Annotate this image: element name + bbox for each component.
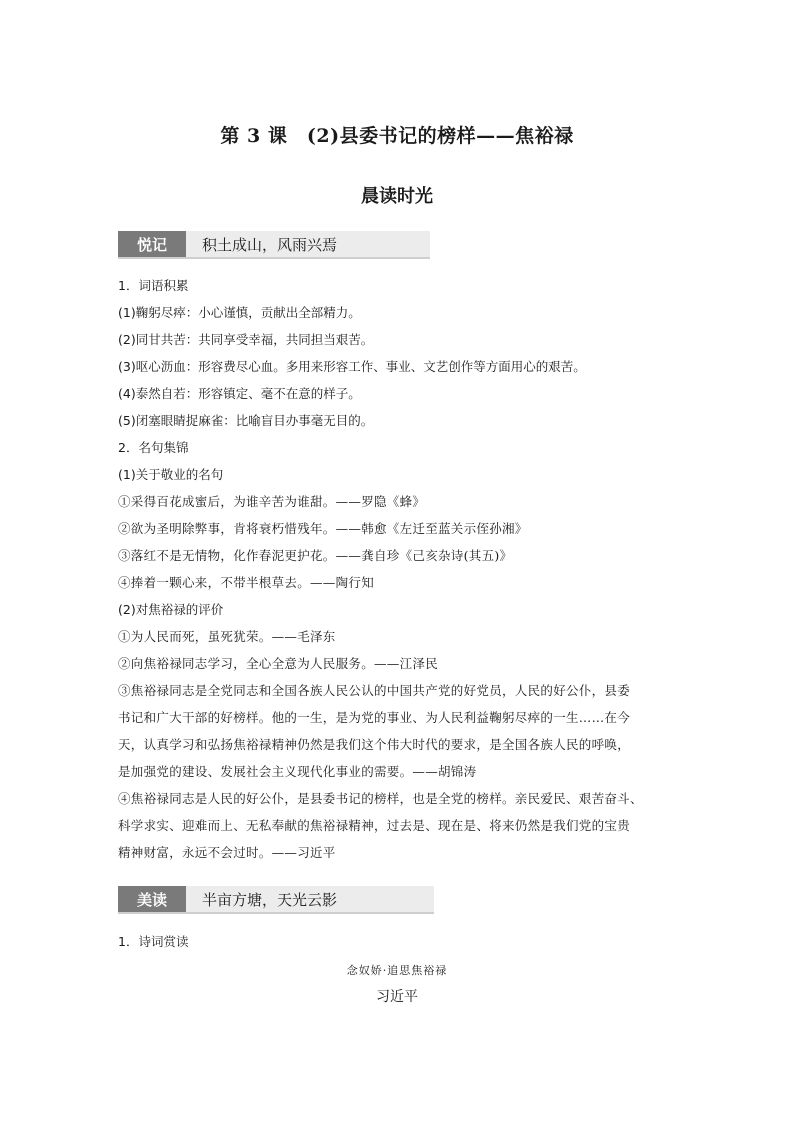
section-tag: 悦记: [118, 231, 186, 257]
eval-line: 是加强党的建设、发展社会主义现代化事业的需要。——胡锦涛: [118, 764, 477, 779]
quote-item: ①采得百花成蜜后，为谁辛苦为谁甜。——罗隐《蜂》: [118, 494, 426, 509]
eval-item: ①为人民而死，虽死犹荣。——毛泽东: [118, 629, 336, 644]
sub-heading: (2)对焦裕禄的评价: [118, 602, 224, 617]
list-heading: 1．诗词赏读: [118, 934, 189, 949]
section-content-yueji: [118, 272, 678, 866]
section-heading: 积土成山，风雨兴焉: [186, 231, 430, 257]
section-subtitle: 晨读时光: [361, 186, 433, 207]
list-heading: 2．名句集锦: [118, 440, 189, 455]
poem-title: 念奴娇·追思焦裕禄: [346, 964, 448, 977]
eval-line: ④焦裕禄同志是人民的好公仆，是县委书记的榜样，也是全党的榜样。亲民爱民、艰苦奋斗、: [118, 791, 643, 806]
list-item: (2)同甘共苦：共同享受幸福，共同担当艰苦。: [118, 332, 374, 347]
list-item: (3)呕心沥血：形容费尽心血。多用来形容工作、事业、文艺创作等方面用心的艰苦。: [118, 359, 586, 374]
eval-line: 书记和广大干部的好榜样。他的一生，是为党的事业、为人民利益鞠躬尽瘁的一生……在今: [118, 710, 631, 725]
section-banner-yueji: [118, 231, 430, 259]
eval-line: 科学求实、迎难而上、无私奉献的焦裕禄精神，过去是、现在是、将来仍然是我们党的宝贵: [118, 818, 631, 833]
list-item: (4)泰然自若：形容镇定、毫不在意的样子。: [118, 386, 361, 401]
section-banner-meidu: [118, 886, 434, 914]
sub-heading: (1)关于敬业的名句: [118, 467, 224, 482]
page-title: 第 3 课 (2)县委书记的榜样——焦裕禄: [220, 125, 574, 147]
eval-line: ③焦裕禄同志是全党同志和全国各族人民公认的中国共产党的好党员，人民的好公仆，县委: [118, 683, 631, 698]
poem-author: 习近平: [376, 989, 418, 1005]
quote-item: ④捧着一颗心来，不带半根草去。——陶行知: [118, 575, 375, 590]
eval-line: 精神财富，永远不会过时。——习近平: [118, 845, 336, 860]
list-heading: 1．词语积累: [118, 278, 189, 293]
quote-item: ②欲为圣明除弊事，肯将衰朽惜残年。——韩愈《左迁至蓝关示侄孙湘》: [118, 521, 528, 536]
list-item: (5)闭塞眼睛捉麻雀：比喻盲目办事毫无目的。: [118, 413, 374, 428]
eval-item: ②向焦裕禄同志学习，全心全意为人民服务。——江泽民: [118, 656, 439, 671]
section-heading: 半亩方塘，天光云影: [186, 886, 434, 912]
quote-item: ③落红不是无情物，化作春泥更护花。——龚自珍《己亥杂诗(其五)》: [118, 548, 513, 563]
section-content-meidu: [118, 928, 678, 955]
eval-line: 天，认真学习和弘扬焦裕禄精神仍然是我们这个伟大时代的要求，是全国各族人民的呼唤，: [118, 737, 631, 752]
section-tag: 美读: [118, 886, 186, 912]
list-item: (1)鞠躬尽瘁：小心谨慎，贡献出全部精力。: [118, 305, 361, 320]
